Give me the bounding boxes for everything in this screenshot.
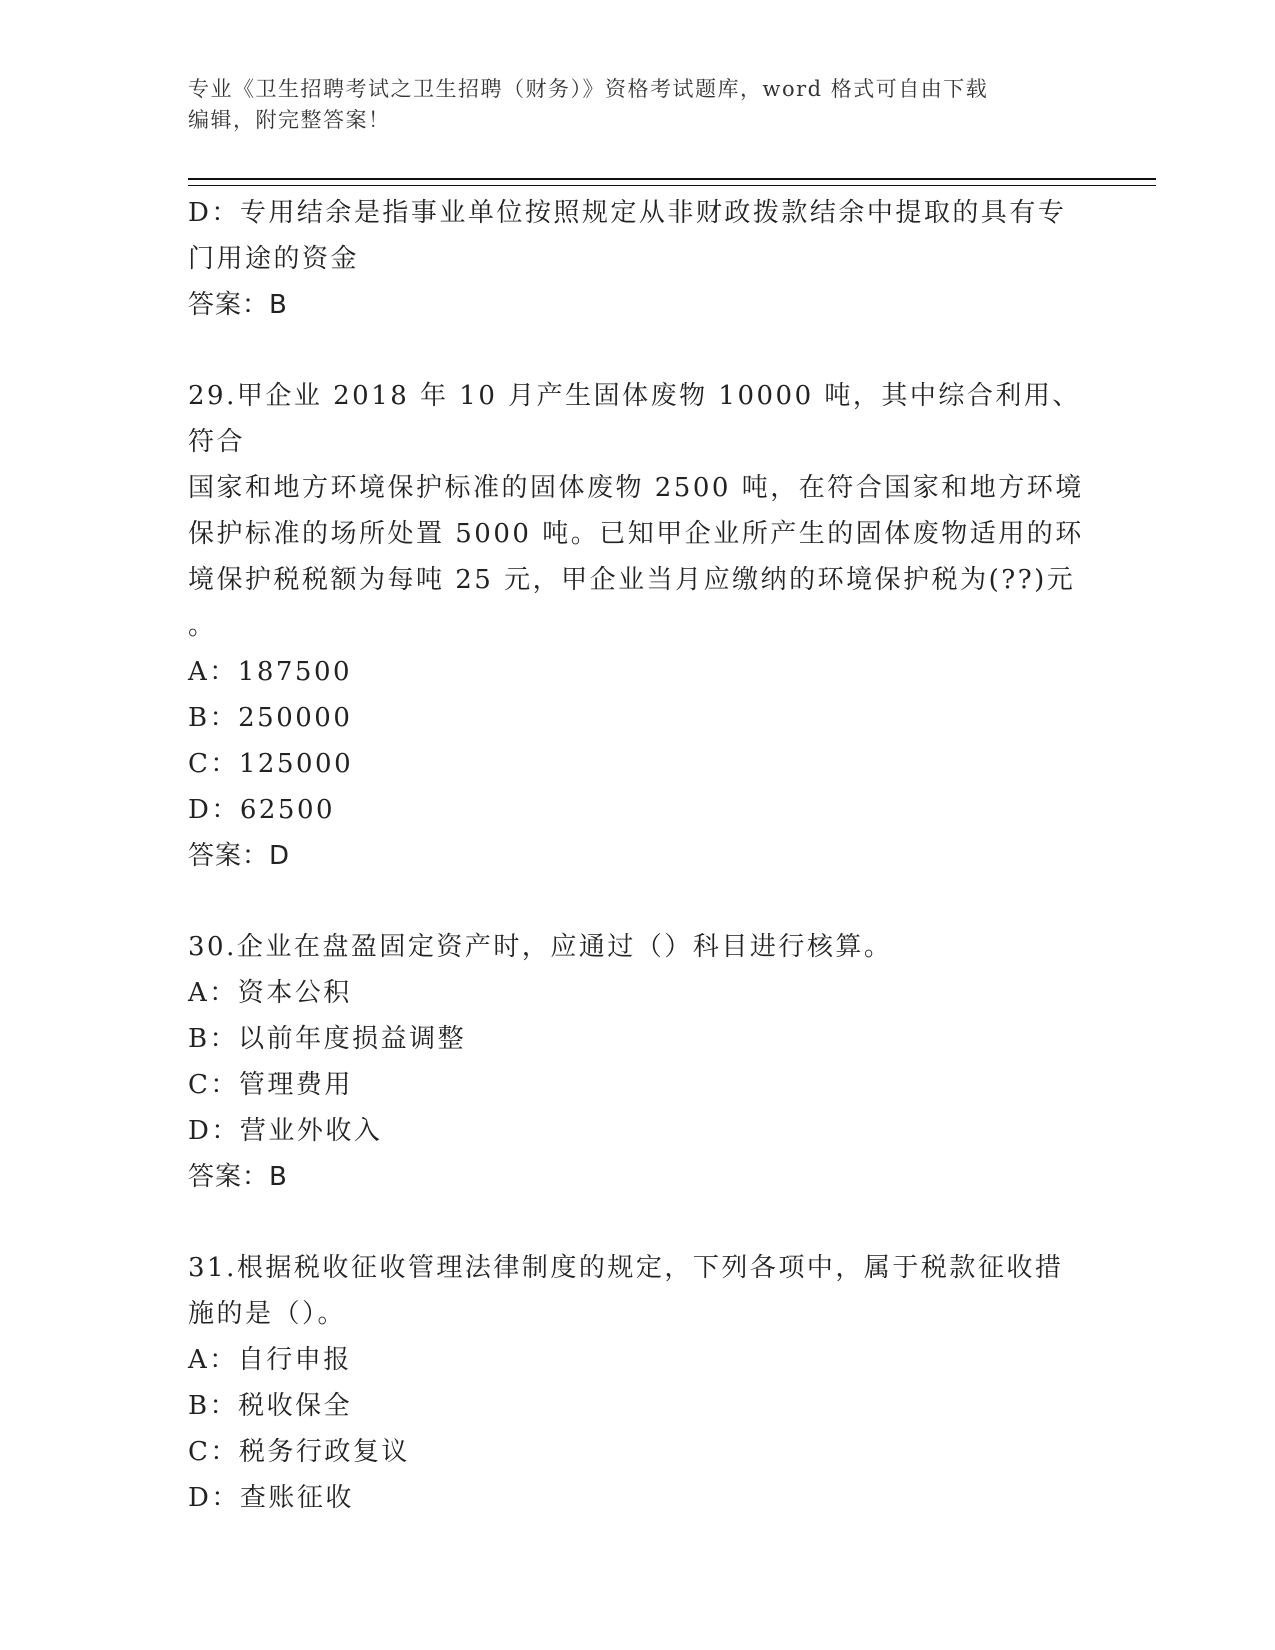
question-stem: 境保护税税额为每吨 25 元，甲企业当月应缴纳的环境保护税为(??)元 xyxy=(188,565,1076,595)
option-d: D：营业外收入 xyxy=(188,1116,383,1146)
question-30 xyxy=(188,924,1088,1200)
option-d: D：查账征收 xyxy=(188,1483,354,1513)
question-31 xyxy=(188,1245,1088,1521)
question-stem: 30.企业在盘盈固定资产时，应通过（）科目进行核算。 xyxy=(188,932,893,962)
option-a: A：187500 xyxy=(188,657,353,687)
answer: 答案：B xyxy=(188,290,288,320)
header-divider xyxy=(188,178,1156,186)
option-d: D：专用结余是指事业单位按照规定从非财政拨款结余中提取的具有专 xyxy=(188,198,1067,228)
option-b: B：以前年度损益调整 xyxy=(188,1024,467,1054)
option-d-continued: 门用途的资金 xyxy=(188,244,360,274)
header-line-2: 编辑，附完整答案！ xyxy=(188,108,391,132)
header-line-1: 专业《卫生招聘考试之卫生招聘（财务）》资格考试题库，word 格式可自由下载 xyxy=(188,77,989,101)
question-stem: 国家和地方环境保护标准的固体废物 2500 吨，在符合国家和地方环境 xyxy=(188,473,1084,503)
question-stem: 29.甲企业 2018 年 10 月产生固体废物 10000 吨，其中综合利用、符合 xyxy=(188,381,1081,457)
answer: 答案：D xyxy=(188,841,291,871)
question-28-tail xyxy=(188,190,1088,328)
option-d: D：62500 xyxy=(188,795,336,825)
question-29 xyxy=(188,373,1088,879)
document-body xyxy=(188,190,1088,1521)
option-a: A：资本公积 xyxy=(188,978,352,1008)
answer: 答案：B xyxy=(188,1162,288,1192)
option-c: C：管理费用 xyxy=(188,1070,353,1100)
question-stem: 。 xyxy=(188,611,217,641)
option-c: C：125000 xyxy=(188,749,354,779)
option-c: C：税务行政复议 xyxy=(188,1437,410,1467)
question-stem: 施的是（）。 xyxy=(188,1299,347,1329)
option-b: B：250000 xyxy=(188,703,353,733)
option-b: B：税收保全 xyxy=(188,1391,353,1421)
document-header xyxy=(188,74,1088,136)
question-stem: 31.根据税收征收管理法律制度的规定，下列各项中，属于税款征收措 xyxy=(188,1253,1064,1283)
option-a: A：自行申报 xyxy=(188,1345,352,1375)
question-stem: 保护标准的场所处置 5000 吨。已知甲企业所产生的固体废物适用的环 xyxy=(188,519,1084,549)
